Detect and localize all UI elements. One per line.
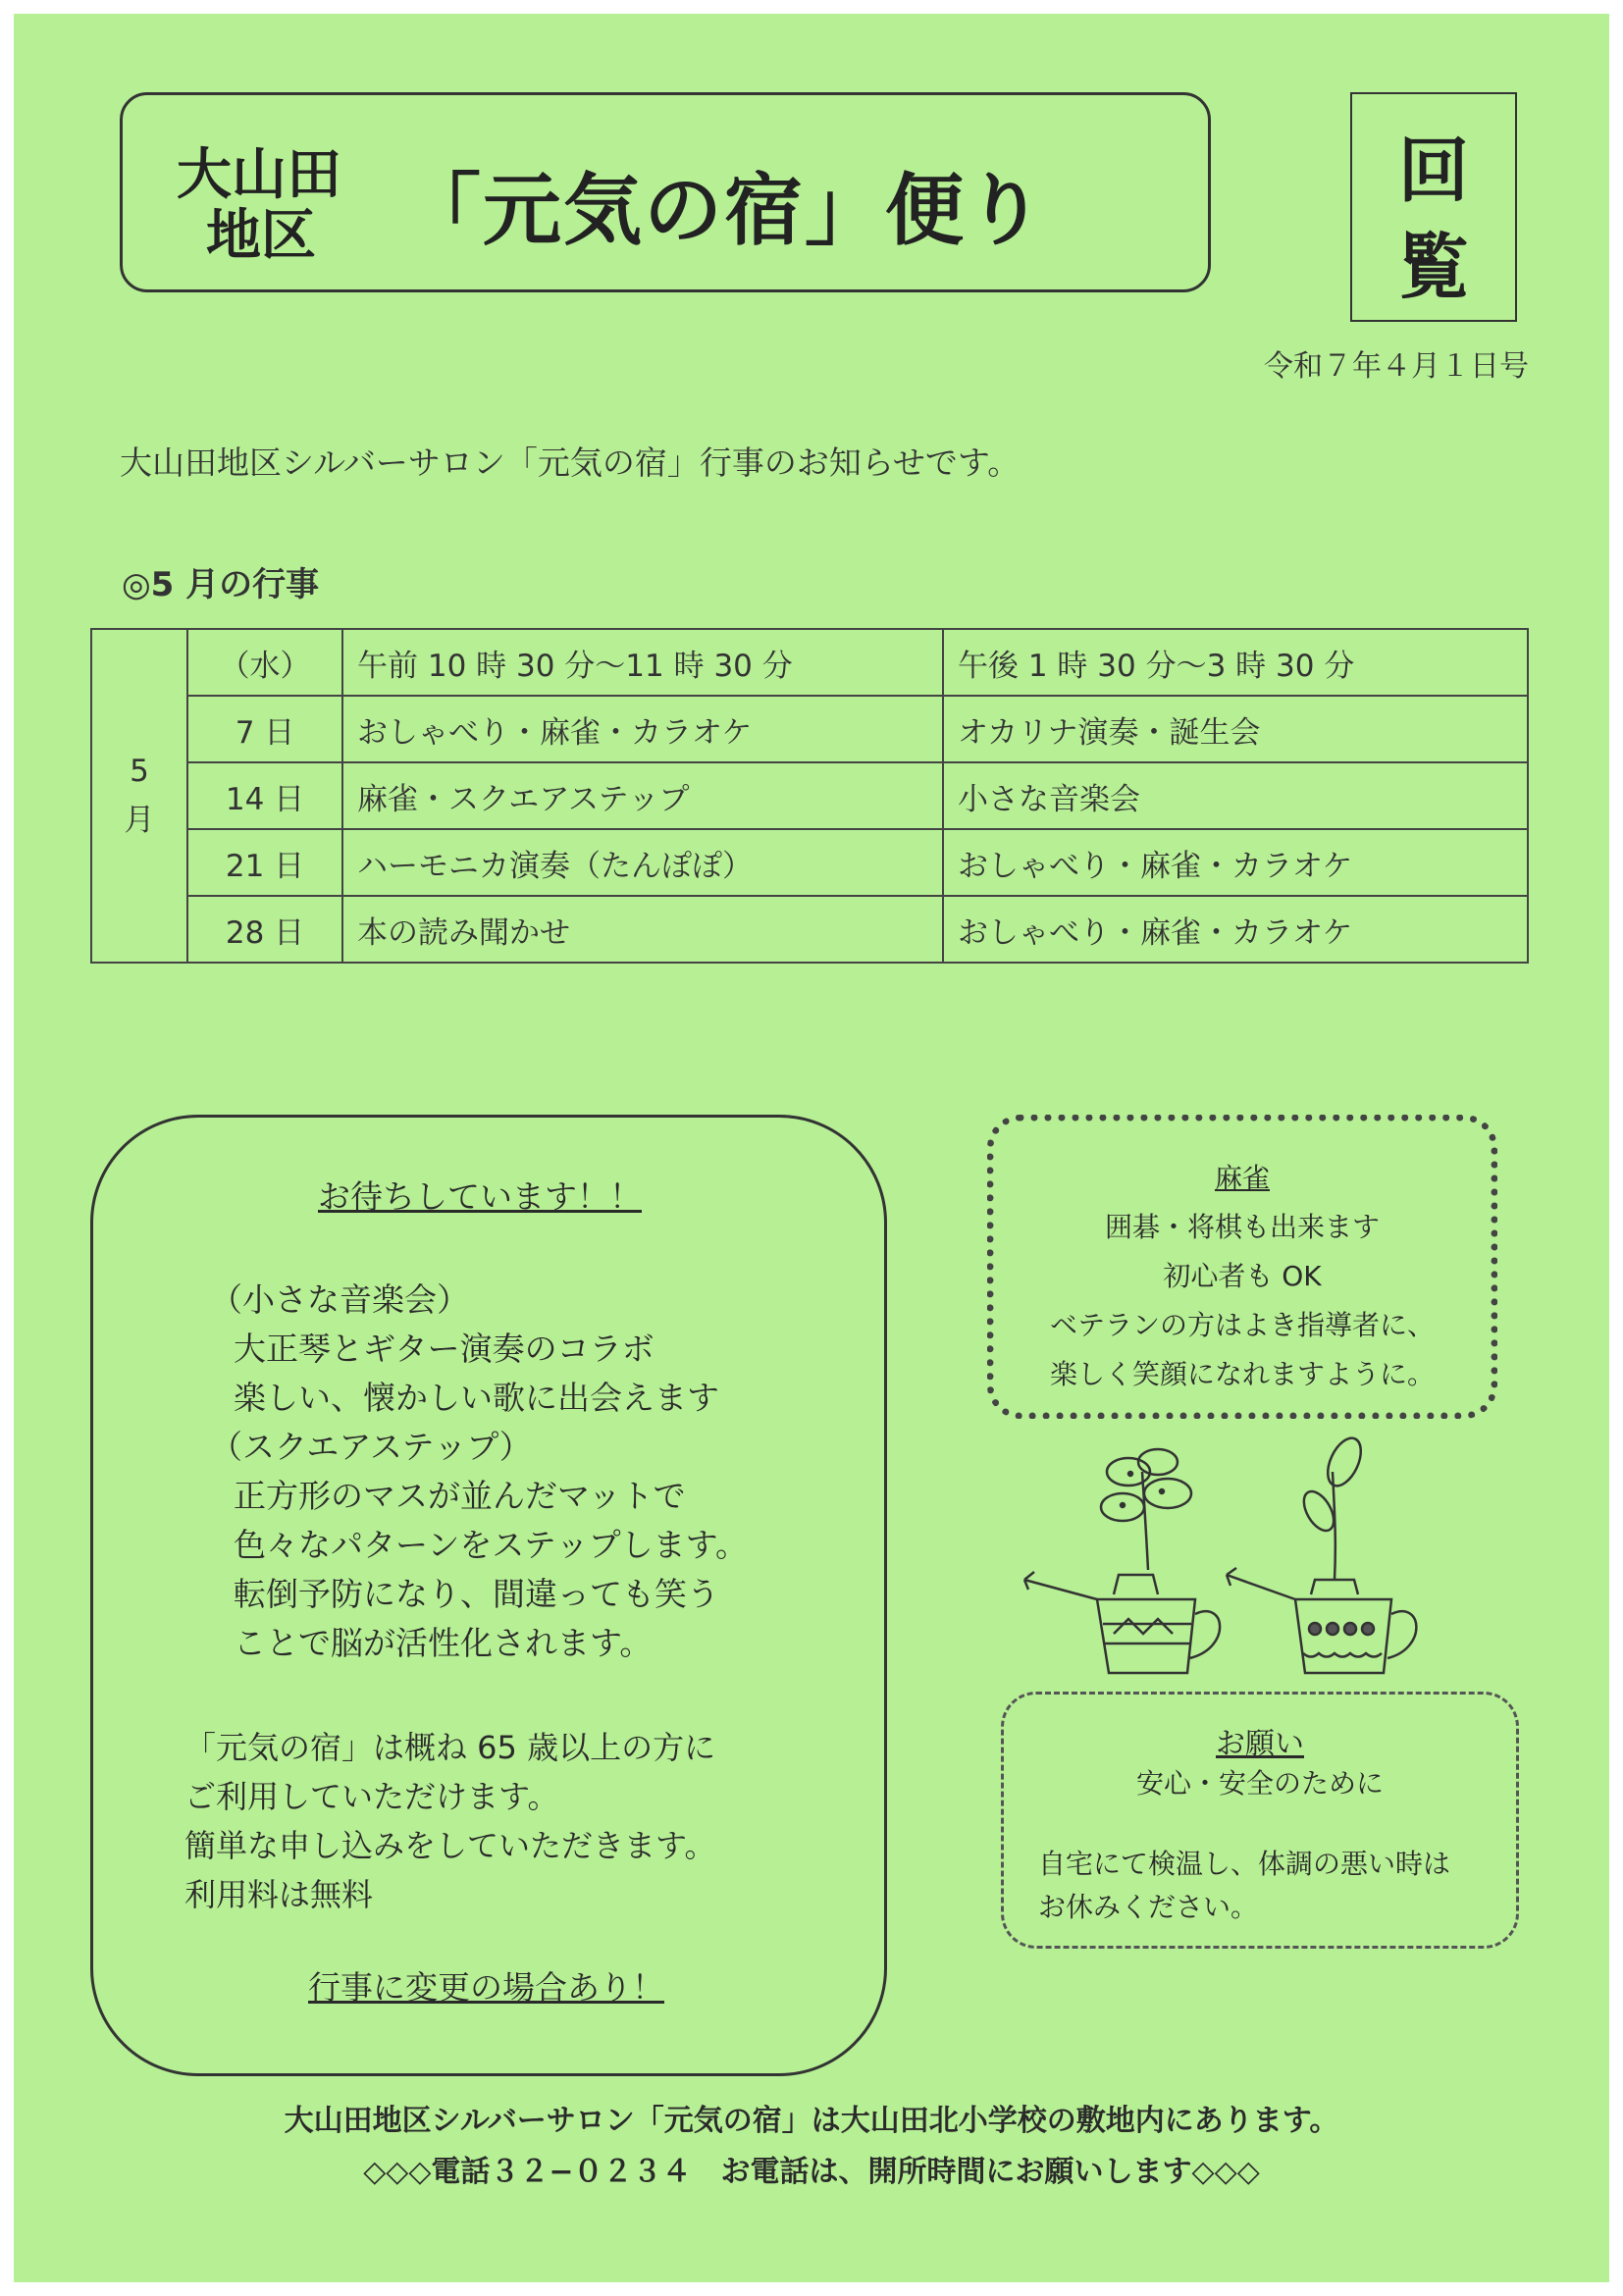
newsletter-title: 「元気の宿」便り bbox=[402, 165, 1046, 256]
request-title: お願い bbox=[1216, 1727, 1304, 1761]
day-cell: 14 日 bbox=[187, 762, 342, 829]
day-cell: 7 日 bbox=[187, 696, 342, 762]
area-name bbox=[177, 145, 373, 267]
am-event-cell: 麻雀・スクエアステップ bbox=[342, 762, 943, 829]
circulate-stamp bbox=[1350, 92, 1517, 322]
day-cell: 21 日 bbox=[187, 829, 342, 896]
info-line: 楽しい、懐かしい歌に出会えます bbox=[234, 1379, 719, 1417]
info-heading: お待ちしています！！ bbox=[318, 1177, 642, 1216]
schedule-table bbox=[90, 628, 1529, 964]
month-char: 5 bbox=[130, 754, 149, 789]
day-cell: 28 日 bbox=[187, 896, 342, 963]
left-plant-icon bbox=[1101, 1449, 1191, 1570]
mahjong-line: ベテランの方はよき指導者に、 bbox=[1049, 1309, 1435, 1341]
footer-location: 大山田地区シルバーサロン「元気の宿」は大山田北小学校の敷地内にあります。 bbox=[284, 2104, 1339, 2138]
area-name-line1: 大山田 bbox=[177, 143, 341, 207]
info-line: 正方形のマスが並んだマットで bbox=[234, 1477, 686, 1515]
info-line: （スクエアステップ） bbox=[210, 1428, 532, 1466]
footer-phone: ◇◇◇電話３２−０２３４ お電話は、開所時間にお願いします◇◇◇ bbox=[363, 2155, 1260, 2189]
note-line: 簡単な申し込みをしていただきます。 bbox=[184, 1827, 716, 1864]
am-event-cell: 本の読み聞かせ bbox=[342, 896, 943, 963]
left-watering-can-icon bbox=[1024, 1572, 1220, 1673]
am-event-cell: おしゃべり・麻雀・カラオケ bbox=[342, 696, 943, 762]
mahjong-line: 楽しく笑顔になれますように。 bbox=[1049, 1358, 1435, 1390]
month-char: 月 bbox=[124, 803, 155, 838]
table-row bbox=[91, 762, 1528, 829]
table-row bbox=[91, 829, 1528, 896]
section-title: ◎5 月の行事 bbox=[122, 565, 320, 604]
mahjong-line: 初心者も OK bbox=[1163, 1260, 1322, 1292]
month-cell bbox=[91, 629, 187, 963]
request-line: 自宅にて検温し、体調の悪い時は bbox=[1038, 1848, 1451, 1880]
right-plant-icon bbox=[1298, 1434, 1368, 1580]
info-line: 転倒予防になり、間違っても笑う bbox=[234, 1575, 719, 1613]
info-line: 大正琴とギター演奏のコラボ bbox=[234, 1330, 654, 1368]
pm-event-cell: オカリナ演奏・誕生会 bbox=[943, 696, 1528, 762]
request-line: お休みください。 bbox=[1038, 1891, 1259, 1923]
note-line: ご利用していただけます。 bbox=[184, 1778, 559, 1815]
pm-event-cell: おしゃべり・麻雀・カラオケ bbox=[943, 896, 1528, 963]
info-line: （小さな音楽会） bbox=[210, 1280, 469, 1319]
mahjong-line: 囲碁・将棋も出来ます bbox=[1104, 1211, 1380, 1243]
table-row bbox=[91, 896, 1528, 963]
am-event-cell: ハーモニカ演奏（たんぽぽ） bbox=[342, 829, 943, 896]
mahjong-text bbox=[987, 1154, 1497, 1399]
change-notice: 行事に変更の場合あり！ bbox=[308, 1968, 664, 2007]
circulate-char-2: 覧 bbox=[1397, 226, 1469, 308]
request-body bbox=[1038, 1843, 1450, 1929]
schedule-header-row bbox=[91, 629, 1528, 696]
circulate-char-1: 回 bbox=[1397, 130, 1469, 212]
pm-event-cell: 小さな音楽会 bbox=[943, 762, 1528, 829]
request-subtitle: 安心・安全のために bbox=[1135, 1767, 1384, 1800]
table-row bbox=[91, 696, 1528, 762]
mahjong-title: 麻雀 bbox=[1214, 1162, 1270, 1194]
intro-text: 大山田地区シルバーサロン「元気の宿」行事のお知らせです。 bbox=[120, 444, 1021, 482]
note-line: 「元気の宿」は概ね 65 歳以上の方に bbox=[184, 1729, 716, 1766]
weekday-cell: （水） bbox=[187, 629, 342, 696]
eligibility-note bbox=[184, 1723, 715, 1919]
am-time-cell: 午前 10 時 30 分～11 時 30 分 bbox=[342, 629, 943, 696]
area-name-line2: 地区 bbox=[206, 204, 316, 268]
info-details bbox=[210, 1276, 748, 1668]
right-watering-can-icon bbox=[1227, 1568, 1416, 1673]
note-line: 利用料は無料 bbox=[184, 1876, 374, 1913]
issue-date: 令和７年４月１日号 bbox=[1264, 349, 1529, 384]
pm-event-cell: おしゃべり・麻雀・カラオケ bbox=[943, 829, 1528, 896]
pm-time-cell: 午後 1 時 30 分～3 時 30 分 bbox=[943, 629, 1528, 696]
watering-can-illustration bbox=[1021, 1433, 1433, 1688]
info-line: ことで脳が活性化されます。 bbox=[234, 1624, 653, 1662]
info-line: 色々なパターンをステップします。 bbox=[234, 1526, 749, 1564]
